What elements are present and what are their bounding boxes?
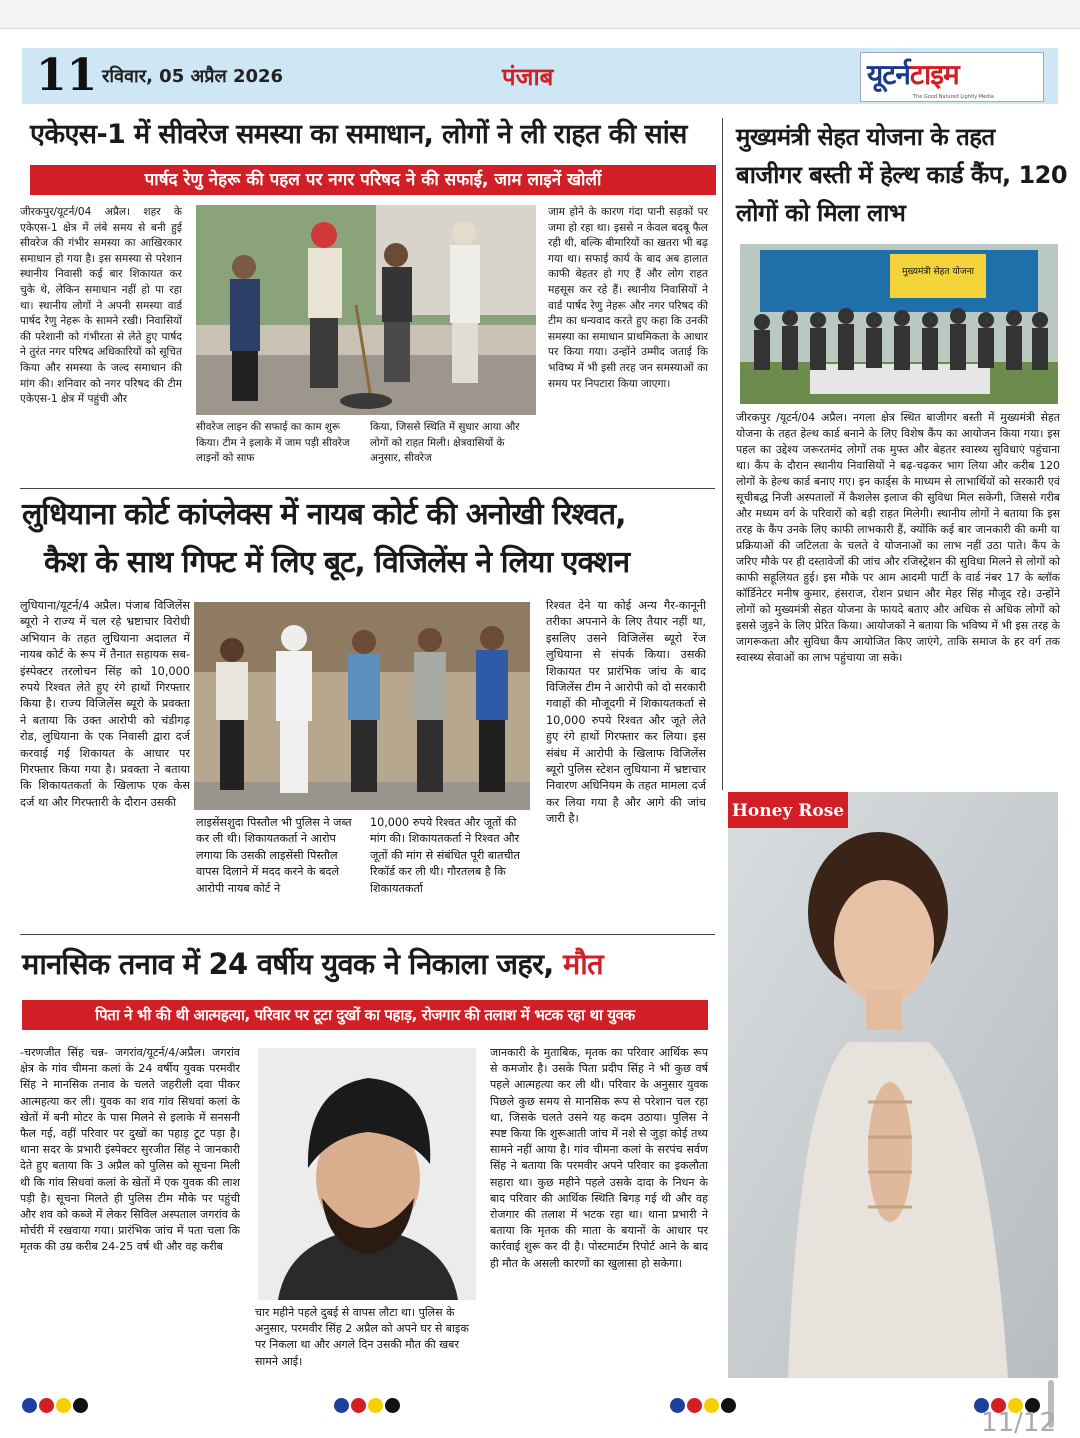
page-number: 11	[36, 50, 98, 101]
story4-photo	[258, 1048, 476, 1300]
story3-headline-1: लुधियाना कोर्ट कांप्लेक्स में नायब कोर्ट की अनोखी रिश्वत,	[22, 497, 626, 532]
color-dot	[704, 1398, 719, 1413]
color-dot	[56, 1398, 71, 1413]
story2-headline-2: बाजीगर बस्ती में हेल्थ कार्ड कैंप, 120	[736, 161, 1068, 189]
story3-column-1: लुधियाना/यूटर्न/4 अप्रैल। पंजाब विजिलेंस ब्यूरो ने राज्य में चल रहे भ्रष्टाचार विरोधी अभियान के तहत लुधियाना अदालत में नायब कोर्ट के रूप में तैनात सहायक सब-इंस्पेक्टर तरलोचन सिंह को 10,000 रुपये रिश्वत लेते हुए रंगे हाथों गिरफ्तार किया है। राज्य विजिलेंस ब्यूरो के प्रवक्ता ने बताया कि उक्त आरोपी को चंडीगढ़ रोड, लुधियाना के एक निवासी द्वारा दर्ज करवाई गई शिकायत के आधार पर गिरफ्तार किया गया है। प्रवक्ता ने बताया कि शिकायतकर्ता के खिलाफ एक केस दर्ज था और गिरफ्तारी के दौरान उसकी	[20, 599, 190, 809]
story4-headline-red: मौत	[562, 947, 603, 981]
color-dot	[385, 1398, 400, 1413]
story1-caption-a: सीवरेज लाइन की सफाई का काम शुरू किया। टीम ने इलाके में जाम पड़ी सीवरेज लाइनों को साफ	[196, 421, 350, 465]
story3-headline-2: कैश के साथ गिफ्ट में लिए बूट, विजिलेंस ने लिया एक्शन	[44, 545, 630, 580]
color-dots-2	[334, 1398, 402, 1414]
story1-column-1: जीरकपुर/यूटर्न/04 अप्रैल। शहर के एकेएस-1 क्षेत्र में लंबे समय से बनी हुई सीवरेज की गंभीर समस्या का आखिरकार समाधान हो गया है। इस समस्या से परेशान स्थानीय निवासी कई बार शिकायत कर चुके थे, लेकिन समाधान नहीं हो पा रहा था। स्थानीय लोगों ने अपनी समस्या वार्ड पार्षद रेणु नेहरू के सामने रखी। निवासियों की परेशानी को गंभीरता से लेते हुए पार्षद ने तुरंत नगर परिषद अधिकारियों को सूचित किया और समस्या के जल्द समाधान की मांग की। शनिवार को नगर परिषद की टीम एकेएस-1 क्षेत्र में पहुंची और	[20, 206, 182, 406]
divider	[20, 934, 715, 935]
logo-text-b: टाइम	[909, 58, 959, 91]
color-dot	[670, 1398, 685, 1413]
logo-text-a: यूटर्न	[867, 58, 910, 91]
issue-date: रविवार, 05 अप्रैल 2026	[102, 66, 284, 87]
divider	[20, 488, 715, 489]
color-dot	[721, 1398, 736, 1413]
color-dot	[73, 1398, 88, 1413]
story2-body: जीरकपुर /यूटर्न/04 अप्रैल। नगला क्षेत्र स्थित बाजीगर बस्ती में मुख्यमंत्री सेहत योजना के तहत हेल्थ कार्ड बनाने के लिए विशेष कैंप का आयोजन किया गया। इस पहल का उद्देश्य जरूरतमंद लोगों तक मुफ्त और बेहतर स्वास्थ्य सुविधाएं पहुंचाना था। कैंप के दौरान स्थानीय निवासियों ने बढ़-चढ़कर भाग लिया और करीब 120 लोगों के हेल्थ कार्ड बनाए गए। इन कार्ड्स के माध्यम से लाभार्थियों को सरकारी एवं सूचीबद्ध निजी अस्पतालों में कैशलेस इलाज की सुविधा मिल सकेगी, जिससे गरीब और मध्यम वर्ग के परिवारों को बड़ी राहत मिलेगी। स्थानीय लोगों ने बताया कि इस तरह के कैंप उनके लिए काफी लाभकारी हैं, क्योंकि कई बार जानकारी की कमी या प्रक्रियाओं की जटिलता के चलते वे योजनाओं का लाभ नहीं उठा पाते। कैंप के जरिए मौके पर ही दस्तावेजों की जांच और रजिस्ट्रेशन की सुविधा मिलने से लोगों को काफी सहूलियत हुई। इस मौके पर आम आदमी पार्टी के वार्ड नंबर 17 के ब्लॉक कॉर्डिनेटर मनीष कुमार, हंसराज, रोशन प्रधान और मेहर सिंह मौजूद रहे। उन्होंने लोगों को मुख्यमंत्री सेहत योजना के फायदे बताए और अधिक से अधिक लोगों को इससे जुड़ने के लिए प्रेरित किया। आयोजकों ने बताया कि भविष्य में भी इस तरह के जागरूकता और सुविधा कैंप आयोजित किए जाएंगे, ताकि समाज के हर वर्ग तक स्वास्थ्य सेवाओं का लाभ पहुंचाया जा सके।	[736, 411, 1060, 664]
story1-photo	[196, 205, 536, 415]
viewer-top-bar	[0, 0, 1080, 29]
color-dot	[687, 1398, 702, 1413]
page-indicator: 11/12	[981, 1408, 1056, 1438]
color-dot	[39, 1398, 54, 1413]
color-dot	[22, 1398, 37, 1413]
color-dots-1	[22, 1398, 90, 1414]
victim-portrait	[258, 1048, 476, 1300]
story4-column-3: जानकारी के मुताबिक, मृतक का परिवार आर्थिक रूप से कमजोर है। उसके पिता प्रदीप सिंह ने भी कुछ वर्ष पहले आत्महत्या कर ली थी। परिवार के अनुसार युवक पिछले कुछ समय से मानसिक रूप से परेशान चल रहा था, जिसके चलते उसने यह कदम उठाया। पुलिस ने स्पष्ट किया कि शुरूआती जांच में नशे से जुड़ा कोई तथ्य सामने नहीं आया है। गांव चीमना कलां के सरपंच सर्वण सिंह ने बताया कि परमवीर अपने परिवार का इकलौता सहारा था। कुछ महीने पहले उसके दादा के निधन के बाद परिवार की आर्थिक स्थिति बिगड़ गई थी और वह रोजगार की तलाश में भटक रहा था। थाना प्रभारी ने बताया कि मृतक की माता के बयानों के आधार पर कार्रवाई शुरू कर दी है। पोस्टमार्टम रिपोर्ट आने के बाद ही मौत के असली कारणों का खुलासा हो सकेगा।	[490, 1046, 708, 1270]
advertisement	[728, 792, 1058, 1378]
story1-caption-b: किया, जिससे स्थिति में सुधार आया और लोगों को राहत मिली। क्षेत्रवासियों के अनुसार, सीवरेज	[370, 421, 520, 465]
story4-column-1: -चरणजीत सिंह चन्न- जगरांव/यूटर्न/4/अप्रैल। जगरांव क्षेत्र के गांव चीमना कलां के 24 वर्षीय युवक परमवीर सिंह ने मानसिक तनाव के चलते जहरीली दवा पीकर आत्महत्या कर ली। युवक का शव गांव सिधवां कलां के खेतों में बनी मोटर के पास मिलने से इलाके में सनसनी फैल गई, वहीं परिवार पर दुखों का पहाड़ टूट पड़ा है। थाना सदर के प्रभारी इंस्पेक्टर सुरजीत सिंह ने जानकारी देते हुए बताया कि 3 अप्रैल को पुलिस को सूचना मिली थी कि गांव सिधवां कलां के खेतों में एक युवक की लाश पड़ी है। सूचना मिलते ही पुलिस टीम मौके पर पहुंची और शव को कब्जे में लेकर सिविल अस्पताल जगरांव के मोर्चरी में रखवाया गया। प्रारंभिक जांच में पता चला कि मृतक की उम्र करीब 24-25 वर्ष थी और वह करीब	[20, 1046, 240, 1254]
ad-label: Honey Rose	[731, 801, 845, 821]
color-dot	[351, 1398, 366, 1413]
color-dot	[334, 1398, 349, 1413]
story1-headline: एकेएस-1 में सीवरेज समस्या का समाधान, लोगों ने ली राहत की सांस	[30, 119, 687, 150]
story4-caption: चार महीने पहले दुबई से वापस लौटा था। पुलिस के अनुसार, परमवीर सिंह 2 अप्रैल को अपने घर से बाइक पर निकला था और अगले दिन उसकी मौत की खबर सामने आई।	[255, 1306, 469, 1368]
story3-photo	[194, 602, 530, 810]
color-dots-3	[670, 1398, 738, 1414]
logo-subtitle: The Good Natured Lightly Media	[913, 94, 994, 100]
story3-caption-a: लाइसेंसशुदा पिस्तौल भी पुलिस ने जब्त कर ली थी। शिकायतकर्ता ने आरोप लगाया कि उसकी लाइसेंसी पिस्तौल वापस दिलाने में मदद करने के बदले आरोपी नायब कोर्ट ने	[196, 816, 352, 895]
color-dot	[368, 1398, 383, 1413]
health-camp-photo	[740, 244, 1058, 404]
story1-column-3: जाम होने के कारण गंदा पानी सड़कों पर जमा हो रहा था। इससे न केवल बदबू फैल रही थी, बल्कि बीमारियों का खतरा भी बढ़ गया था। सफाई कार्य के बाद अब हालात काफी बेहतर हो गए हैं और लोग राहत महसूस कर रहे हैं। स्थानीय निवासियों ने वार्ड पार्षद रेणु नेहरू और नगर परिषद की टीम का धन्यवाद करते हुए कहा कि उनकी समस्या का समाधान प्राथमिकता के आधार पर किया गया। उन्होंने उम्मीद जताई कि भविष्य में भी इसी तरह जन समस्याओं का समय पर निपटारा किया जाएगा।	[548, 206, 708, 390]
honey-rose-ad-image	[728, 792, 1058, 1378]
story4-headline-main: मानसिक तनाव में 24 वर्षीय युवक ने निकाला जहर,	[22, 947, 554, 981]
story3-caption-b: 10,000 रुपये रिश्वत और जूतों की मांग की। शिकायतकर्ता ने रिश्वत और जूतों की मांग से संबंधित पूरी बातचीत रिकॉर्ड कर ली थी। गौरतलब है कि शिकायतकर्ता	[370, 816, 520, 895]
column-divider	[722, 118, 723, 790]
newspaper-logo	[860, 52, 1044, 102]
story2-photo	[740, 244, 1058, 404]
masthead	[22, 48, 1058, 104]
story4-headline	[22, 948, 712, 980]
story2-headline-1: मुख्यमंत्री सेहत योजना के तहत	[736, 123, 995, 151]
section-name: पंजाब	[502, 63, 554, 91]
story2-headline-3: लोगों को मिला लाभ	[736, 199, 906, 227]
sewer-cleaning-photo	[196, 205, 536, 415]
banner-text: मुख्यमंत्री सेहत योजना	[902, 267, 974, 277]
story3-column-3: रिश्वत देने या कोई अन्य गैर-कानूनी तरीका अपनाने के लिए तैयार नहीं था, इसलिए उसने विजिलेंस ब्यूरो रेंज लुधियाना से संपर्क किया। उसकी शिकायत पर प्रारंभिक जांच के बाद विजिलेंस टीम ने आरोपी को दो सरकारी गवाहों की मौजूदगी में शिकायतकर्ता से 10,000 रुपये रिश्वत और जूते लेते हुए रंगे हाथों गिरफ्तार कर लिया। इस संबंध में आरोपी के खिलाफ विजिलेंस ब्यूरो पुलिस स्टेशन लुधियाना में भ्रष्टाचार निवारण अधिनियम के तहत मामला दर्ज कर लिया गया है और आगे की जांच जारी है।	[546, 599, 706, 826]
story4-subhead: पिता ने भी की थी आत्महत्या, परिवार पर टूटा दुखों का पहाड़, रोजगार की तलाश में भटक रहा था युवक	[22, 1000, 708, 1030]
vigilance-arrest-photo	[194, 602, 530, 810]
story1-subhead: पार्षद रेणु नेहरू की पहल पर नगर परिषद ने की सफाई, जाम लाइनें खोलीं	[30, 165, 716, 195]
